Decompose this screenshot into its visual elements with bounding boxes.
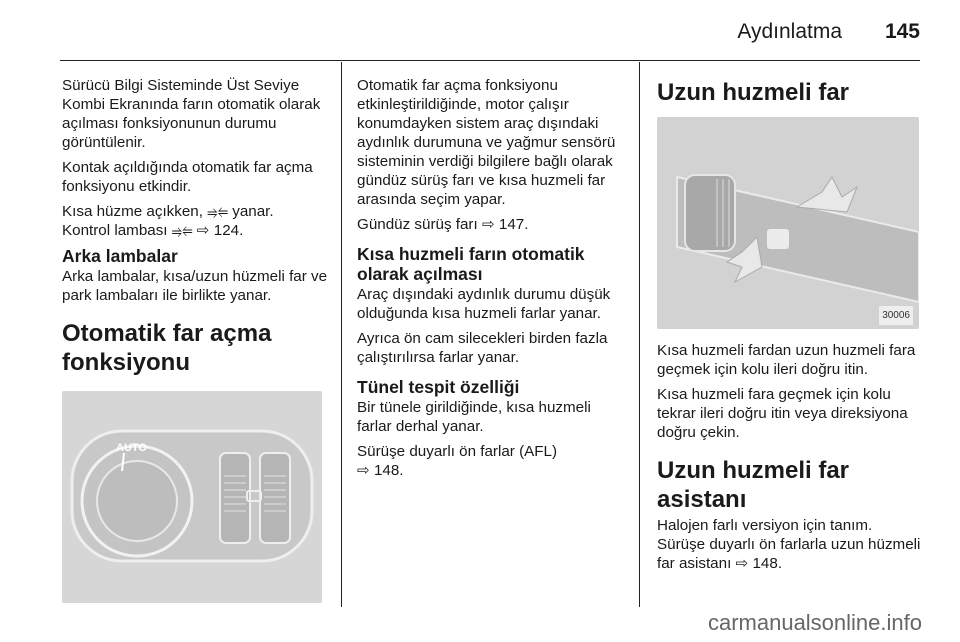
paragraph: Arka lambalar, kısa/uzun hüzmeli far ve park lambaları ile birlikte yanar. [62,268,328,304]
text: Kısa hüzme açıkken, [62,203,208,220]
reference-arrow-icon: ⇨ [196,222,210,239]
column-divider-1 [341,62,342,607]
paragraph [357,442,627,480]
heading-high-beam-assist: Uzun huzmeli far asistanı [657,457,850,513]
paragraph [357,215,627,234]
paragraph: Kontak açıldığında otomatik far açma fonksiyonu etkindir. [62,159,313,195]
image-code: 30006 [879,306,913,325]
paragraph: Kısa huzmeli fara geçmek için kolu tekrar ileri doğru itin veya direksiyona doğru çekin. [657,386,908,441]
light-switch-illustration [62,391,322,603]
low-beam-icon: ⥤⥢ [207,204,229,219]
paragraph: Otomatik far açma fonksiyonu etkinleştirildiğinde, motor çalışır konumdayken sistem araç dışındaki aydınlık durumuna ve yağmur sensörü sisteminin verdiği bilgilere bağlı olarak gündüz sürüş farı ve kısa huzmeli far arasında seçim yapar. [357,77,616,208]
high-beam-lever-image [657,117,919,329]
auto-label: AUTO [116,442,147,454]
page-header [0,0,960,60]
text: Sürüşe duyarlı ön farlar (AFL) [357,443,558,460]
text: 148. [748,555,783,572]
low-beam-icon: ⥤⥢ [171,223,193,238]
heading-tunnel-detection: Tünel tespit özelliği [357,377,520,397]
reference-arrow-icon: ⇨ [735,555,749,572]
text: yanar. [228,203,274,220]
paragraph: Araç dışındaki aydınlık durumu düşük olduğunda kısa huzmeli farlar yanar. [357,286,611,322]
paragraph: Ayrıca ön cam silecekleri birden fazla çalıştırılırsa farlar yanar. [357,330,608,366]
heading-auto-lights: Otomatik far açma fonksiyonu [62,320,272,376]
text: 148. [369,462,404,479]
paragraph: Bir tünele girildiğinde, kısa huzmeli farlar derhal yanar. [357,399,591,435]
footer-watermark: carmanualsonline.info [707,610,922,635]
text: 124. [209,222,244,239]
header-rule [60,60,920,61]
paragraph: Kısa huzmeli fardan uzun huzmeli fara geçmek için kolu ileri doğru itin. [657,342,916,378]
column-divider-2 [639,62,640,607]
column-1 [62,76,330,603]
heading-auto-low-beam: Kısa huzmeli farın otomatik olarak açılması [357,244,585,284]
light-switch-image [62,391,322,603]
column-2 [357,76,627,486]
column-3 [657,78,923,579]
reference-arrow-icon: ⇨ [481,216,495,233]
text: 147. [494,216,529,233]
paragraph [62,202,330,240]
paragraph: Sürücü Bilgi Sisteminde Üst Seviye Kombi Ekranında farın otomatik olarak açılması fonksiyonunun durumu görüntülenir. [62,77,321,151]
section-title: Aydınlatma [737,20,842,43]
page-number: 145 [884,20,920,43]
text: Kontrol lambası [62,222,172,239]
heading-high-beam: Uzun huzmeli far [657,79,850,106]
text: Gündüz sürüş farı [357,216,482,233]
paragraph [657,516,923,573]
reference-arrow-icon: ⇨ [357,462,370,479]
high-beam-lever-illustration [657,117,919,329]
text: Halojen farlı versiyon için tanım. Sürüşe duyarlı ön farlarla uzun hüzmeli far asistanı [657,517,921,572]
heading-rear-lights: Arka lambalar [62,246,178,266]
